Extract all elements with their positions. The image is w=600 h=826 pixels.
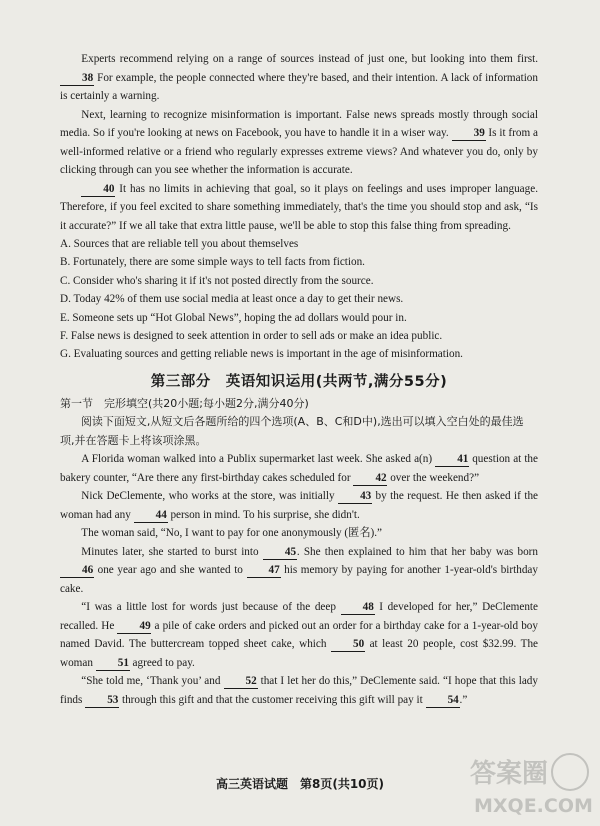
blank-53: 53 xyxy=(85,694,119,708)
passage-b-paragraph-4 xyxy=(60,543,538,599)
text: “I was a little lost for words just because of the deep xyxy=(81,601,341,614)
blank-43: 43 xyxy=(338,490,372,504)
blank-49: 49 xyxy=(117,620,151,634)
option-b: B. Fortunately, there are some simple ways to tell facts from fiction. xyxy=(60,256,365,269)
blank-38: 38 xyxy=(60,72,94,86)
text: by the request. He then asked if the woman had any xyxy=(60,490,538,521)
blank-44: 44 xyxy=(134,509,168,523)
text: his memory by paying for another 1-year-old's birthday cake. xyxy=(60,564,538,595)
text: “She told me, ‘Thank you’ and xyxy=(81,675,224,688)
blank-41: 41 xyxy=(435,453,469,467)
section-title: 第三部分 英语知识运用(共两节,满分55分) xyxy=(150,373,448,390)
blank-42: 42 xyxy=(353,472,387,486)
option-a: A. Sources that are reliable tell you about themselves xyxy=(60,238,299,250)
text: .” xyxy=(459,693,468,706)
option-d: D. Today 42% of them use social media at least once a day to get their news. xyxy=(60,293,404,306)
text: The woman said, “No, I want to pay for one anonymously (匿名).” xyxy=(81,527,383,540)
option-c: C. Consider who's sharing it if it's not posted directly from the source. xyxy=(60,274,374,287)
passage-b-paragraph-5 xyxy=(60,598,538,672)
blank-52: 52 xyxy=(224,675,258,689)
passage-a-paragraph-2 xyxy=(60,106,538,180)
passage-b-paragraph-6 xyxy=(60,672,538,709)
text: Experts recommend relying on a range of sources instead of just one, but looking into them first. xyxy=(81,53,538,65)
option-f: F. False news is designed to seek attention in order to sell ads or make an idea public. xyxy=(60,330,443,343)
text: Next, learning to recognize misinformation is important. False news spreads mostly through social media. So if you're looking at news on Facebook, you have to handle it in a wiser way. xyxy=(60,108,538,139)
passage-b-paragraph-2 xyxy=(60,487,538,524)
text: that I let her do this,” DeClemente said. “I hope that this lady finds xyxy=(60,675,538,706)
text: It has no limits in achieving that goal, so it plays on feelings and uses improper language. Therefore, if you feel excited to share something immediately, that's the time you should stop and ask, “Is it accurate?” If we all take that extra little pause, we'll be able to stop this false thing from spreading. xyxy=(60,182,538,232)
blank-40: 40 xyxy=(81,183,115,197)
passage-a-paragraph-3 xyxy=(60,180,538,236)
text: Minutes later, she started to burst into xyxy=(81,545,263,558)
text: I developed for her,” DeClemente recalled. He xyxy=(60,601,538,632)
text: a pile of cake orders and picked out an order for a birthday cake for a 1-year-old boy named David. The buttercream topped sheet cake, which xyxy=(60,619,538,651)
text: over the weekend?” xyxy=(387,471,480,484)
text: A Florida woman walked into a Publix supermarket last week. She asked a(n) xyxy=(81,453,436,466)
text: agreed to pay. xyxy=(129,656,195,669)
options-list xyxy=(60,235,538,364)
text: . She then explained to him that her baby was born xyxy=(296,545,538,558)
text: Is it from a well-informed relative or a friend who regularly expresses extreme views? And whatever you do, only by clicking through can you see whether the information is accurate. xyxy=(60,127,538,176)
blank-39: 39 xyxy=(452,127,486,141)
site-watermark-logo xyxy=(466,750,594,820)
page-content xyxy=(60,50,538,709)
blank-46: 46 xyxy=(60,564,94,578)
page-footer: 高三英语试题 第8页(共10页) xyxy=(215,777,385,791)
option-g: G. Evaluating sources and getting reliable news is important in the age of misinformation. xyxy=(60,348,463,361)
text: at least 20 people, cost $32.99. The woman xyxy=(60,638,538,669)
section-subtitle: 第一节 完形填空(共20小题;每小题2分,满分40分) xyxy=(60,396,309,410)
text: Nick DeClemente, who works at the store, was initially xyxy=(81,490,339,503)
passage-b-paragraph-3 xyxy=(60,524,538,543)
watermark-chars: 答案圈 xyxy=(470,759,549,789)
blank-47: 47 xyxy=(247,564,281,578)
passage-a-paragraph-1 xyxy=(60,50,538,106)
text: one year ago and she wanted to xyxy=(94,564,247,577)
text: person in mind. To his surprise, she didn't. xyxy=(167,508,360,521)
section-instruction: 阅读下面短文,从短文后各题所给的四个选项(A、B、C和D中),选出可以填入空白处的最佳选项,并在答题卡上将该项涂黑。 xyxy=(60,415,524,447)
watermark-domain: MXQE.COM xyxy=(474,795,593,817)
text: question at the bakery counter, “Are there any first-birthday cakes scheduled for xyxy=(60,453,538,484)
blank-45: 45 xyxy=(263,546,297,560)
passage-b-paragraph-1 xyxy=(60,450,538,487)
blank-48: 48 xyxy=(341,601,375,615)
blank-54: 54 xyxy=(426,694,460,708)
text: For example, the people connected where they're based, and their intention. A lack of information is certainly a warning. xyxy=(60,71,538,102)
blank-50: 50 xyxy=(331,638,365,652)
text: through this gift and that the customer receiving this gift will pay it xyxy=(119,693,426,706)
blank-51: 51 xyxy=(96,657,130,671)
option-e: E. Someone sets up “Hot Global News”, hoping the ad dollars would pour in. xyxy=(60,311,407,324)
